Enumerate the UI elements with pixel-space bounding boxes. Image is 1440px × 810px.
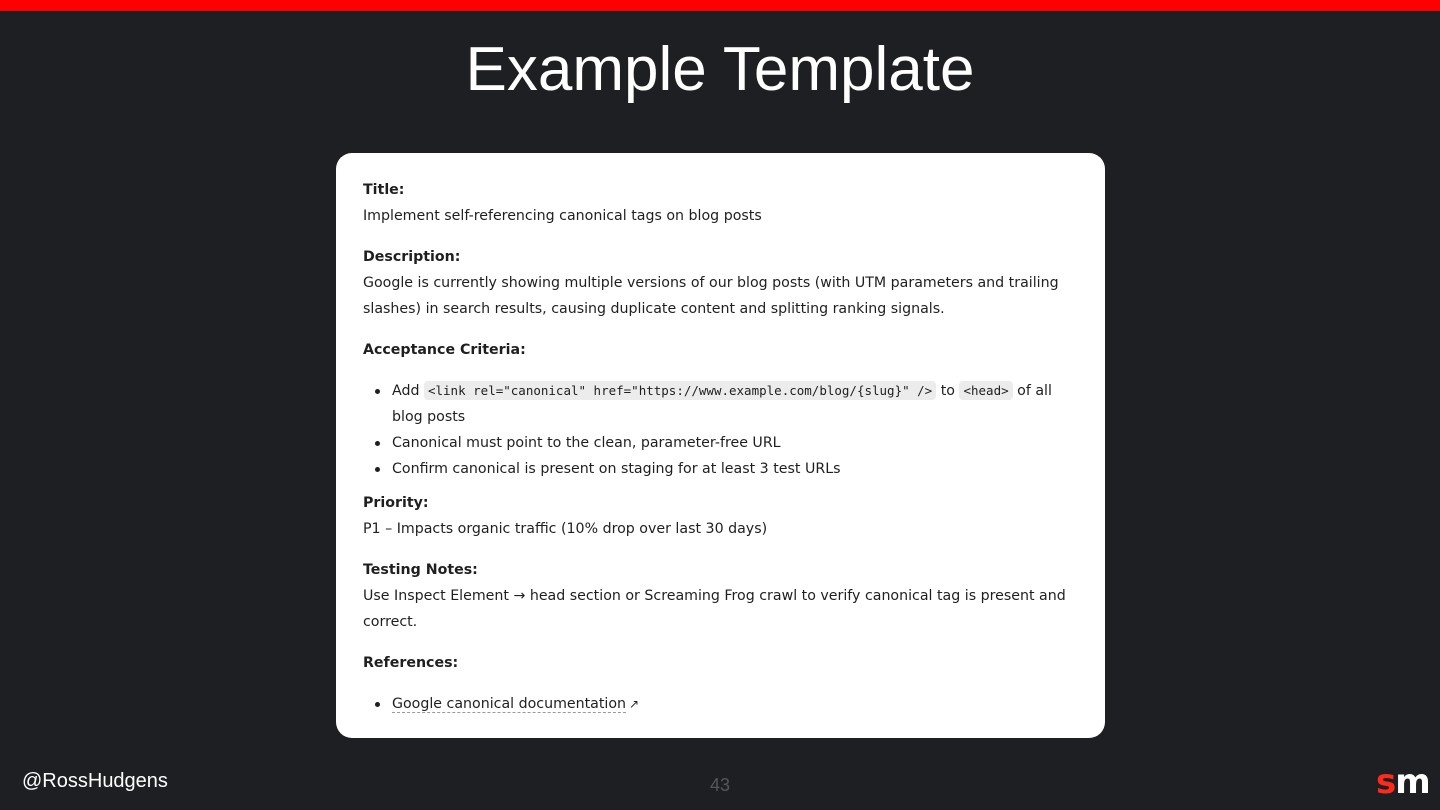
top-accent-bar (0, 0, 1440, 11)
author-handle: @RossHudgens (22, 770, 168, 792)
priority-label: Priority: (363, 495, 429, 511)
list-item (392, 430, 1079, 456)
description-label: Description: (363, 249, 461, 265)
criteria-text: Add (392, 383, 424, 399)
brand-logo: sm (1376, 762, 1430, 802)
slide-title: Example Template (465, 35, 975, 104)
ticket-card (336, 153, 1105, 738)
criteria-text: to (936, 383, 960, 399)
list-item (392, 456, 1079, 482)
references-list (363, 691, 1079, 717)
head-tag-code: <head> (959, 381, 1012, 400)
priority-value: P1 – Impacts organic traffic (10% drop over last 30 days) (363, 521, 768, 537)
page-number: 43 (709, 775, 731, 795)
title-label: Title: (363, 182, 405, 198)
canonical-link-code: <link rel="canonical" href="https://www.example.com/blog/{slug}" /> (424, 381, 936, 400)
description-field (363, 244, 1079, 322)
criteria-text: of all blog posts (392, 383, 1052, 425)
criteria-text: Confirm canonical is present on staging for at least 3 test URLs (392, 461, 841, 477)
list-item (392, 691, 1079, 717)
google-canonical-docs-link[interactable]: Google canonical documentation (392, 696, 627, 712)
title-field (363, 177, 1079, 229)
acceptance-criteria-label: Acceptance Criteria: (363, 342, 526, 358)
criteria-text: Canonical must point to the clean, parameter-free URL (392, 435, 781, 451)
testing-notes-field (363, 557, 1079, 635)
acceptance-criteria-list (363, 378, 1079, 482)
testing-notes-label: Testing Notes: (363, 562, 478, 578)
title-value: Implement self-referencing canonical tags on blog posts (363, 208, 762, 224)
references-field (363, 650, 1079, 717)
acceptance-criteria-field (363, 337, 1079, 482)
testing-notes-value: Use Inspect Element → head section or Screaming Frog crawl to verify canonical tag is present and correct. (363, 588, 1066, 630)
references-label: References: (363, 655, 459, 671)
description-value: Google is currently showing multiple versions of our blog posts (with UTM parameters and trailing slashes) in search results, causing duplicate content and splitting ranking signals. (363, 275, 1059, 317)
priority-field (363, 490, 1079, 542)
external-link-icon: ↗ (629, 697, 640, 711)
list-item (392, 378, 1079, 430)
